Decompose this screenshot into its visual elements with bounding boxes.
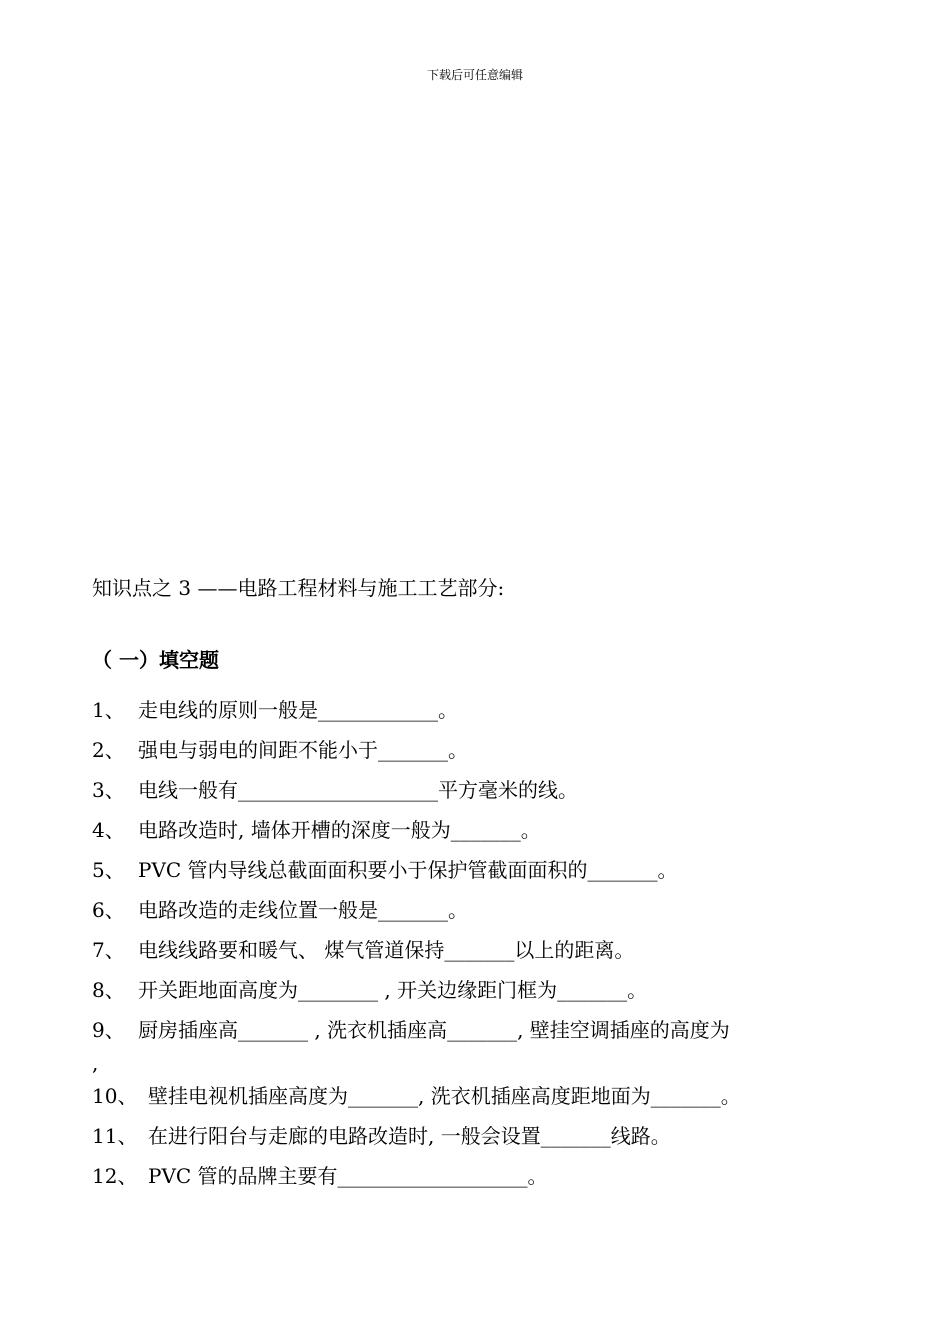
question-number: 2、 — [92, 738, 125, 762]
question-text: PVC 管的品牌主要有___________________。 — [148, 1164, 548, 1188]
question-text: 壁挂电视机插座高度为_______, 洗衣机插座高度距地面为_______。 — [148, 1084, 741, 1108]
question-text: 走电线的原则一般是____________。 — [138, 698, 458, 722]
question-number: 1、 — [92, 698, 125, 722]
question-text: 电线一般有____________________平方毫米的线。 — [138, 778, 578, 802]
question-list — [92, 690, 872, 1196]
question-item — [92, 930, 872, 970]
question-number: 3、 — [92, 778, 125, 802]
question-item — [92, 690, 872, 730]
fill-in-blank-heading: （ 一）填空题 — [92, 648, 219, 672]
question-item — [92, 770, 872, 810]
question-item — [92, 970, 872, 1010]
question-continuation: , — [92, 1051, 99, 1075]
question-item — [92, 1116, 872, 1156]
question-item — [92, 730, 872, 770]
question-text: 电路改造的走线位置一般是_______。 — [138, 898, 468, 922]
question-item — [92, 890, 872, 930]
question-number: 11、 — [92, 1124, 138, 1148]
question-number: 9、 — [92, 1018, 125, 1042]
question-text: 开关距地面高度为________ , 开关边缘距门框为_______。 — [138, 978, 648, 1002]
question-number: 6、 — [92, 898, 125, 922]
question-number: 7、 — [92, 938, 125, 962]
question-item — [92, 810, 872, 850]
question-text: 电路改造时, 墙体开槽的深度一般为_______。 — [138, 818, 541, 842]
question-number: 8、 — [92, 978, 125, 1002]
question-text: 强电与弱电的间距不能小于_______。 — [138, 738, 468, 762]
question-text: 电线线路要和暖气、 煤气管道保持_______以上的距离。 — [138, 938, 635, 962]
section-title: 知识点之 3 ——电路工程材料与施工工艺部分: — [92, 576, 505, 600]
question-item — [92, 1010, 872, 1050]
question-number: 4、 — [92, 818, 125, 842]
question-item — [92, 1076, 872, 1116]
question-item — [92, 1156, 872, 1196]
header-note: 下载后可任意编辑 — [426, 68, 523, 82]
question-item — [92, 850, 872, 890]
question-text: 在进行阳台与走廊的电路改造时, 一般会设置_______线路。 — [148, 1124, 671, 1148]
question-number: 12、 — [92, 1164, 138, 1188]
question-text: PVC 管内导线总截面面积要小于保护管截面面积的_______。 — [138, 858, 678, 882]
question-number: 5、 — [92, 858, 125, 882]
question-number: 10、 — [92, 1084, 138, 1108]
question-text: 厨房插座高_______ , 洗衣机插座高_______, 壁挂空调插座的高度为 — [138, 1018, 730, 1042]
